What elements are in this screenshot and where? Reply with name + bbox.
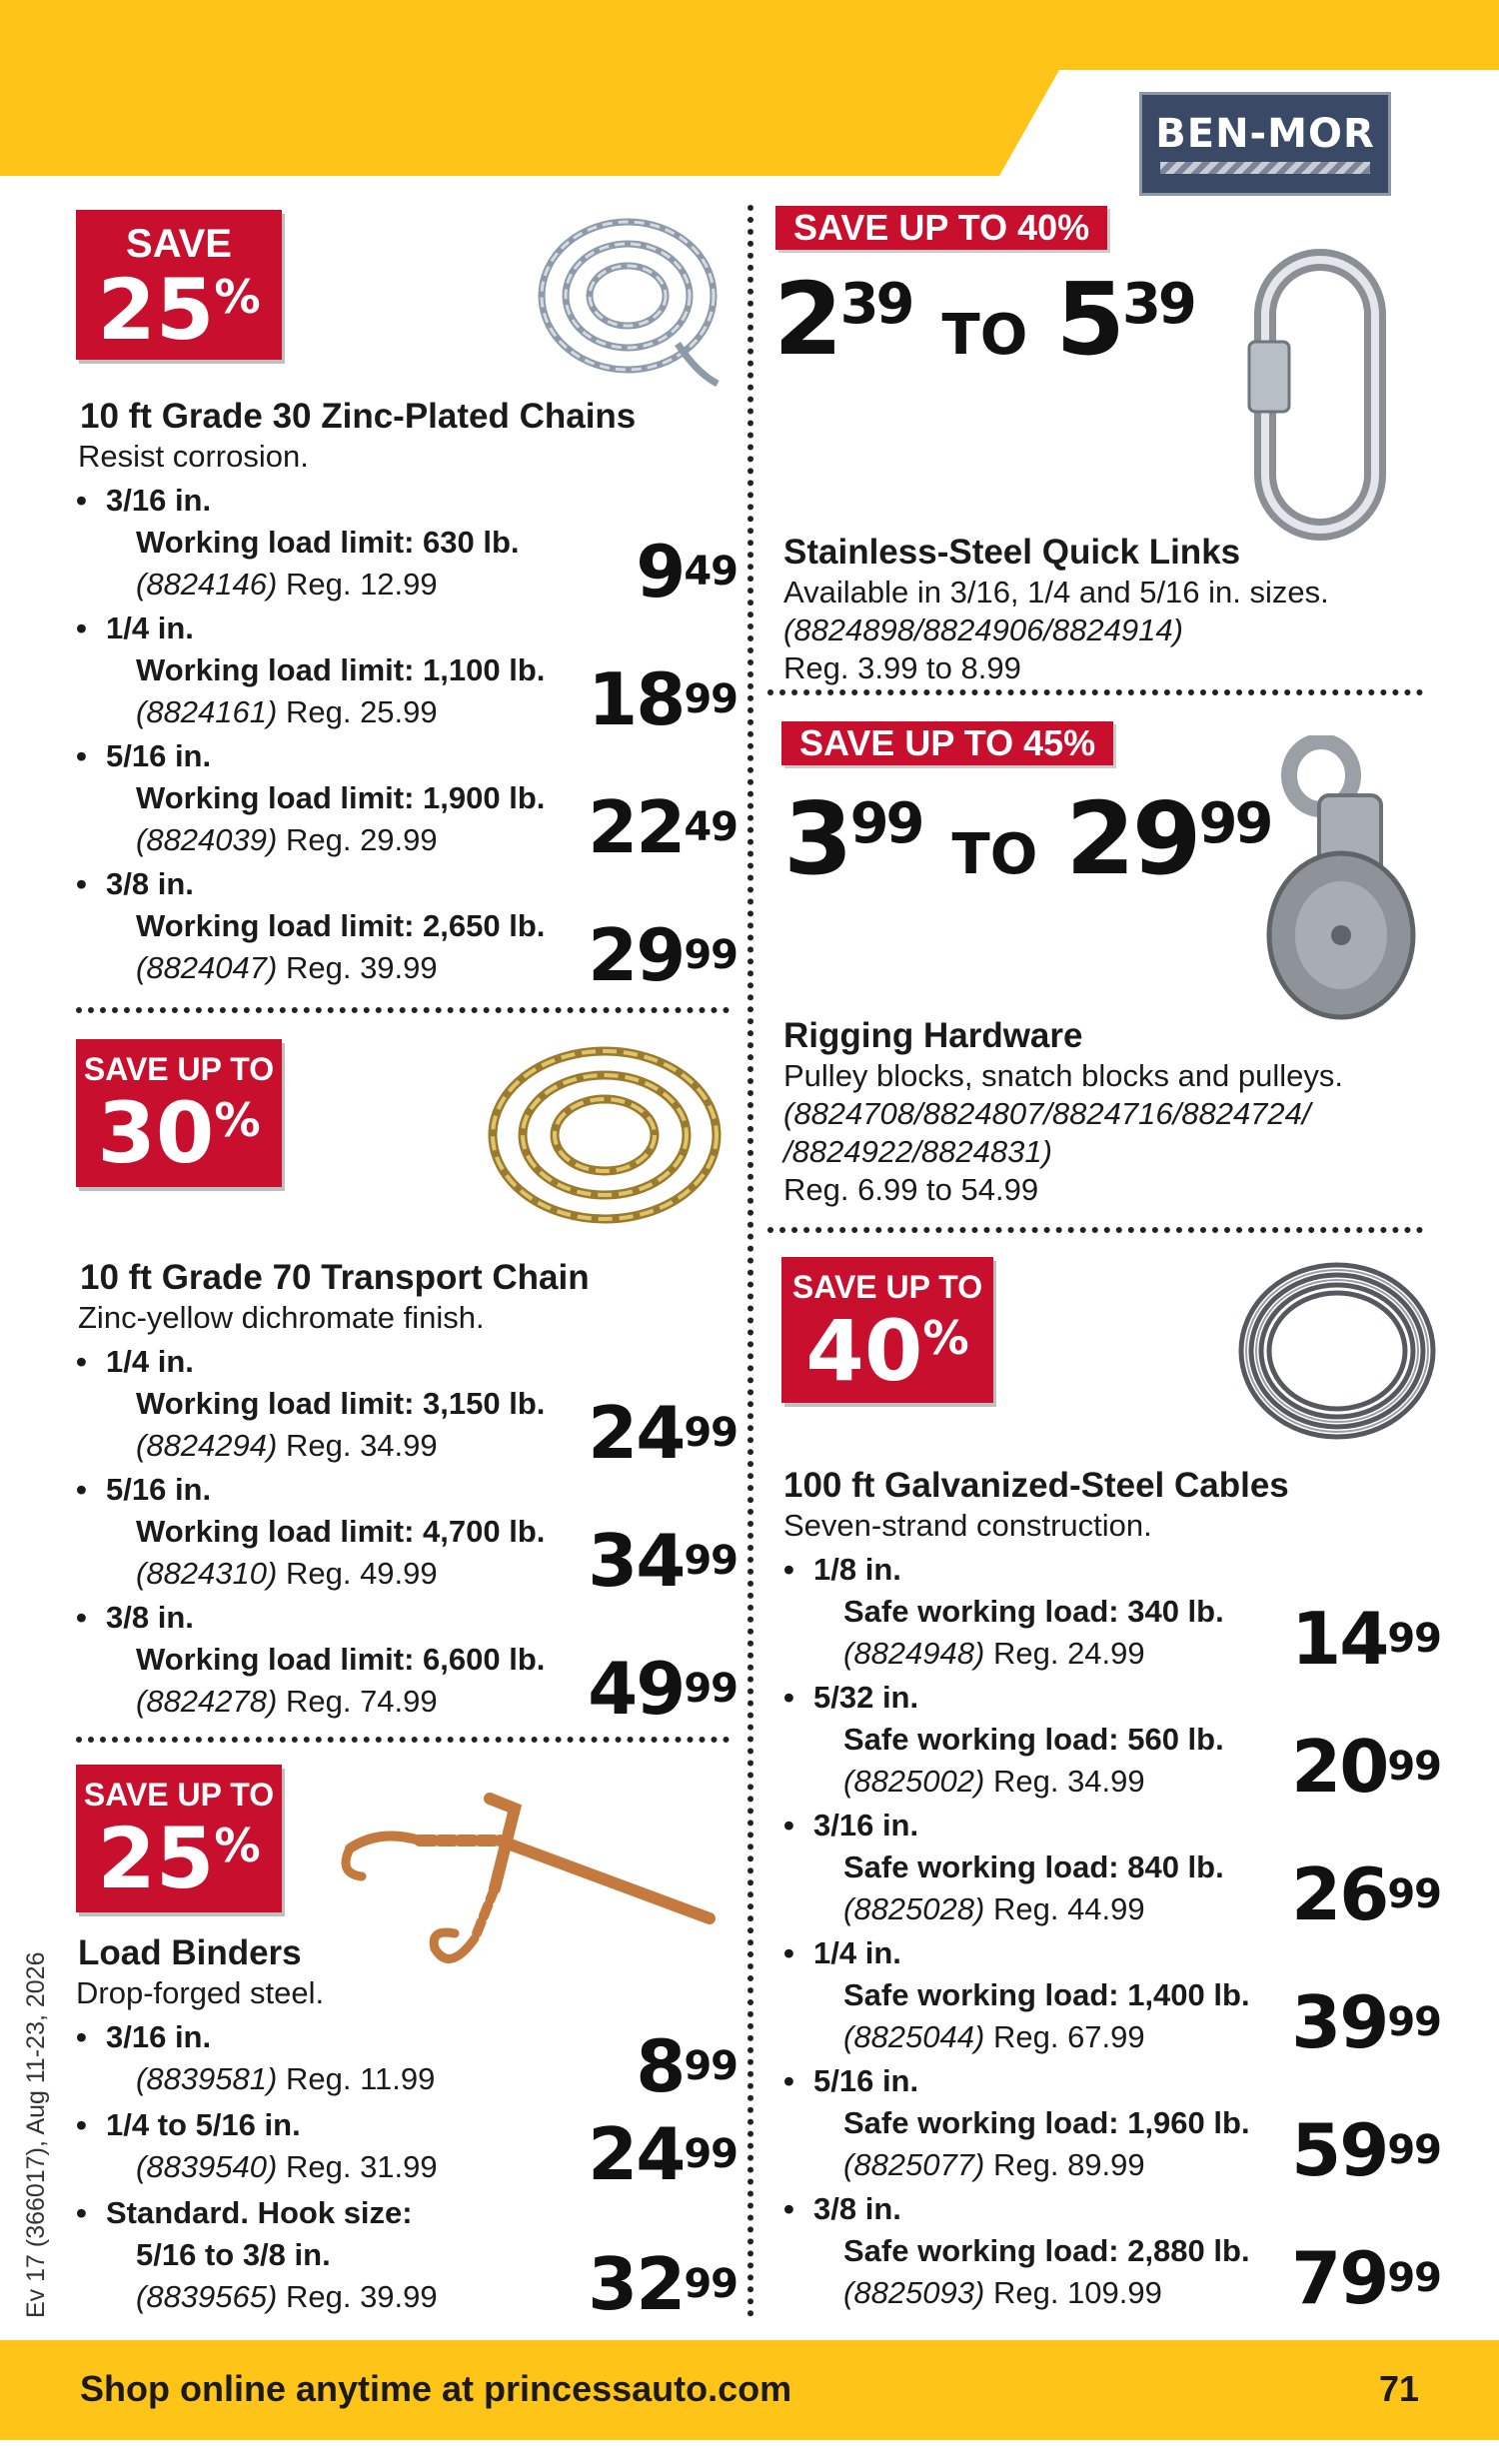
save-ribbon-rigging: SAVE UP TO 45% (781, 721, 1113, 765)
price-chains-4: $29^{99}$ (588, 913, 738, 997)
product-title-transport-chain: 10 ft Grade 70 Transport Chain (80, 1258, 590, 1297)
binders-item-3: • Standard. Hook size: 5/16 to 3/8 in. (8839565) Reg. 39.99 (106, 2192, 438, 2318)
cables-item-6: • 3/8 in. Safe working load: 2,880 lb. (8825093) Reg. 109.99 (813, 2188, 1250, 2314)
flyer-event-code: Ev 17 (366017), Aug 11-23, 2026 (22, 1951, 50, 2318)
product-desc-quick-links: Available in 3/16, 1/4 and 5/16 in. sizes. (783, 575, 1329, 610)
price-cables-1: $14^{99}$ (1291, 1597, 1441, 1681)
product-skus-quick-links: (8824898/8824906/8824914) (783, 613, 1183, 647)
product-title-load-binders: Load Binders (78, 1933, 302, 1972)
save-ribbon-quick-links: SAVE UP TO 40% (775, 206, 1107, 250)
price-cables-6: $79^{99}$ (1291, 2236, 1441, 2320)
price-cables-2: $20^{99}$ (1291, 1725, 1441, 1809)
price-binders-3: $32^{99}$ (588, 2242, 738, 2326)
footer-bar (0, 2340, 1499, 2440)
product-skus-rigging-2: /8824922/8824831) (783, 1134, 1052, 1169)
price-transport-2: $34^{99}$ (588, 1519, 738, 1603)
product-reg-quick-links: Reg. 3.99 to 8.99 (783, 650, 1021, 685)
price-chains-2: $18^{99}$ (588, 657, 738, 741)
quick-link-image (1235, 246, 1405, 546)
transport-chain-image (480, 1035, 730, 1235)
price-chains-1: $9^{49}$ (636, 530, 738, 614)
divider-left-2 (76, 1737, 730, 1743)
save-badge-load-binders: SAVE UP TO 25% (76, 1765, 282, 1912)
product-desc-chains: Resist corrosion. (78, 439, 309, 474)
price-range-quick-links: 239 TO 539 (773, 261, 1194, 378)
product-desc-rigging: Pulley blocks, snatch blocks and pulleys. (783, 1058, 1344, 1093)
cables-item-3: • 3/16 in. Safe working load: 840 lb. (8825028) Reg. 44.99 (813, 1805, 1224, 1930)
product-title-rigging: Rigging Hardware (783, 1016, 1083, 1055)
product-reg-rigging: Reg. 6.99 to 54.99 (783, 1172, 1039, 1207)
chains-item-1: • 3/16 in. Working load limit: 630 lb. (8824146) Reg. 12.99 (106, 480, 520, 606)
cables-item-4: • 1/4 in. Safe working load: 1,400 lb. (8825044) Reg. 67.99 (813, 1932, 1250, 2058)
ben-mor-logo: BEN-MOR (1139, 92, 1391, 196)
product-skus-rigging-1: (8824708/8824807/8824716/8824724/ (783, 1096, 1311, 1131)
price-binders-1: $8^{99}$ (636, 2024, 738, 2108)
column-divider (748, 205, 753, 2318)
page-number: 71 (1378, 2368, 1419, 2409)
transport-item-1: • 1/4 in. Working load limit: 3,150 lb. (8824294) Reg. 34.99 (106, 1341, 545, 1467)
price-transport-3: $49^{99}$ (588, 1647, 738, 1731)
chains-item-2: • 1/4 in. Working load limit: 1,100 lb. (8824161) Reg. 25.99 (106, 608, 545, 733)
product-desc-load-binders: Drop-forged steel. (76, 1975, 325, 2010)
chains-item-4: • 3/8 in. Working load limit: 2,650 lb. (8824047) Reg. 39.99 (106, 863, 545, 989)
price-cables-3: $26^{99}$ (1291, 1852, 1441, 1936)
save-badge-transport-chain: SAVE UP TO 30% (76, 1039, 282, 1187)
divider-left-1 (76, 1007, 730, 1013)
product-title-chains: 10 ft Grade 30 Zinc-Plated Chains (80, 397, 637, 436)
transport-item-3: • 3/8 in. Working load limit: 6,600 lb. (8824278) Reg. 74.99 (106, 1597, 545, 1723)
steel-cable-image (1227, 1251, 1447, 1451)
product-desc-transport-chain: Zinc-yellow dichromate finish. (78, 1300, 485, 1335)
load-binder-image (340, 1779, 720, 1978)
cables-item-1: • 1/8 in. Safe working load: 340 lb. (8824948) Reg. 24.99 (813, 1549, 1224, 1675)
price-cables-4: $39^{99}$ (1291, 1980, 1441, 2064)
save-badge-cables: SAVE UP TO 40% (781, 1257, 993, 1403)
price-cables-5: $59^{99}$ (1291, 2108, 1441, 2192)
transport-item-2: • 5/16 in. Working load limit: 4,700 lb. (8824310) Reg. 49.99 (106, 1469, 545, 1595)
price-range-rigging: 399 TO 2999 (783, 780, 1271, 897)
product-desc-cables: Seven-strand construction. (783, 1508, 1152, 1543)
price-binders-2: $24^{99}$ (588, 2112, 738, 2196)
divider-right-2 (767, 1227, 1423, 1233)
cables-item-2: • 5/32 in. Safe working load: 560 lb. (8825002) Reg. 34.99 (813, 1677, 1224, 1803)
product-title-cables: 100 ft Galvanized-Steel Cables (783, 1466, 1289, 1505)
footer-url-text[interactable]: Shop online anytime at princessauto.com (80, 2368, 792, 2409)
pulley-block-image (1261, 735, 1421, 1025)
binders-item-1: • 3/16 in. (8839581) Reg. 11.99 (106, 2016, 435, 2100)
divider-right-1 (767, 689, 1423, 695)
zinc-chain-image (528, 204, 728, 389)
save-badge-chains: SAVE 25% (76, 210, 282, 360)
product-title-quick-links: Stainless-Steel Quick Links (783, 533, 1241, 572)
chains-item-3: • 5/16 in. Working load limit: 1,900 lb. (8824039) Reg. 29.99 (106, 735, 545, 861)
price-transport-1: $24^{99}$ (588, 1391, 738, 1475)
rope-graphic (1160, 162, 1370, 174)
price-chains-3: $22^{49}$ (588, 785, 738, 869)
binders-item-2: • 1/4 to 5/16 in. (8839540) Reg. 31.99 (106, 2104, 438, 2188)
cables-item-5: • 5/16 in. Safe working load: 1,960 lb. (8825077) Reg. 89.99 (813, 2060, 1250, 2186)
